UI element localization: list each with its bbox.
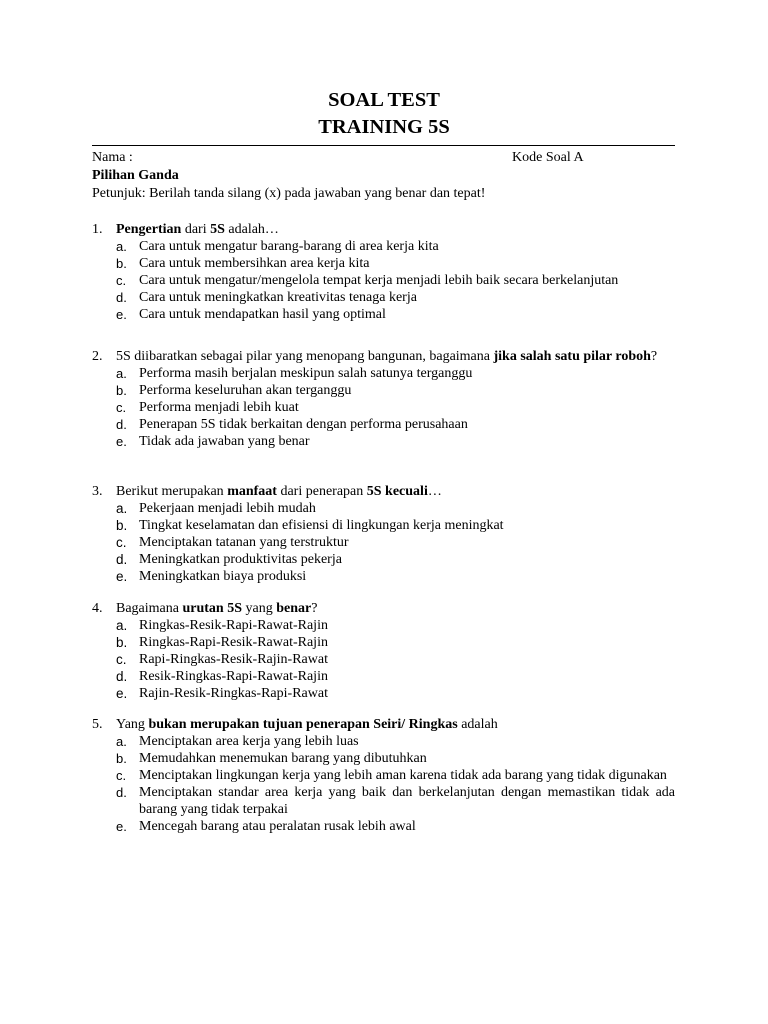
option-text: Menciptakan tatanan yang terstruktur <box>139 535 349 550</box>
option-letter: d. <box>116 552 128 567</box>
question-3 <box>92 483 675 585</box>
answer-options <box>116 617 675 702</box>
option-letter: e. <box>116 569 128 584</box>
option-letter: d. <box>116 417 127 432</box>
question-5 <box>92 716 675 835</box>
instruction-text: Petunjuk: Berilah tanda silang (x) pada jawaban yang benar dan tepat! <box>92 186 486 201</box>
question-number: 1. <box>92 222 103 237</box>
option-text: Rapi-Ringkas-Resik-Rajin-Rawat <box>139 652 328 667</box>
question-text <box>116 600 675 617</box>
option-letter: b. <box>116 383 127 398</box>
question-text <box>116 221 675 238</box>
option-text: Menciptakan standar area kerja yang baik dan berkelanjutan dengan memastikan tidak ada barang yang tidak terpakai <box>139 785 675 817</box>
answer-option <box>116 784 675 818</box>
option-text: Rajin-Resik-Ringkas-Rapi-Rawat <box>139 686 328 701</box>
option-text: Performa keseluruhan akan terganggu <box>139 383 352 398</box>
option-text: Menciptakan lingkungan kerja yang lebih aman karena tidak ada barang yang tidak digunakan <box>139 768 667 783</box>
option-letter: e. <box>116 307 127 322</box>
option-letter: d. <box>116 290 127 305</box>
question-text-segment: dari penerapan <box>276 484 367 499</box>
option-letter: b. <box>116 256 127 271</box>
option-text: Cara untuk meningkatkan kreativitas tenaga kerja <box>139 290 417 305</box>
question-text-bold: 5S <box>210 222 225 237</box>
question-text <box>116 483 675 500</box>
option-letter: e. <box>116 819 127 834</box>
question-4 <box>92 600 675 702</box>
option-letter: b. <box>116 518 128 533</box>
option-text: Cara untuk membersihkan area kerja kita <box>139 256 370 271</box>
question-number: 2. <box>92 349 103 364</box>
question-text-bold: benar <box>276 601 312 616</box>
option-text: Cara untuk mendapatkan hasil yang optimal <box>139 307 386 322</box>
option-text: Pekerjaan menjadi lebih mudah <box>139 501 316 516</box>
answer-option <box>116 534 675 551</box>
question-text-segment: adalah… <box>224 222 279 237</box>
option-letter: e. <box>116 686 128 701</box>
question-text-segment: Berikut merupakan <box>116 484 228 499</box>
question-text-segment: Bagaimana <box>116 601 183 616</box>
question-text-bold: Pengertian <box>116 222 182 237</box>
option-letter: e. <box>116 434 127 449</box>
question-text-bold: manfaat <box>227 484 277 499</box>
answer-option <box>116 568 675 585</box>
answer-option <box>116 255 675 272</box>
option-letter: a. <box>116 618 128 633</box>
question-text-bold: bukan merupakan tujuan penerapan Seiri/ Ringkas <box>148 717 458 732</box>
answer-option <box>116 416 675 433</box>
answer-option <box>116 306 675 323</box>
question-text-bold: urutan 5S <box>182 601 243 616</box>
question-text-bold: jika salah satu pilar roboh <box>493 349 651 364</box>
option-text: Ringkas-Rapi-Resik-Rawat-Rajin <box>139 635 328 650</box>
option-letter: c. <box>116 768 127 783</box>
option-text: Meningkatkan produktivitas pekerja <box>139 552 342 567</box>
answer-option <box>116 634 675 651</box>
option-text: Resik-Ringkas-Rapi-Rawat-Rajin <box>139 669 328 684</box>
option-text: Meningkatkan biaya produksi <box>139 569 307 584</box>
question-2 <box>92 348 675 450</box>
answer-options <box>116 500 675 585</box>
section-title: Pilihan Ganda <box>92 168 179 183</box>
option-letter: b. <box>116 751 127 766</box>
option-letter: b. <box>116 635 128 650</box>
question-text-bold: 5S kecuali <box>366 484 428 499</box>
option-letter: c. <box>116 273 127 288</box>
answer-options <box>116 365 675 450</box>
question-text <box>116 348 675 365</box>
answer-option <box>116 617 675 634</box>
question-text-segment: ? <box>311 601 318 616</box>
option-text: Tidak ada jawaban yang benar <box>139 434 310 449</box>
option-text: Cara untuk mengatur/mengelola tempat kerja menjadi lebih baik secara berkelanjutan <box>139 273 619 288</box>
question-text-segment: ? <box>650 349 658 364</box>
title-line-1: SOAL TEST <box>328 89 440 111</box>
answer-option <box>116 651 675 668</box>
question-number: 3. <box>92 484 103 499</box>
option-text: Mencegah barang atau peralatan rusak lebih awal <box>139 819 416 834</box>
option-letter: c. <box>116 535 127 550</box>
option-text: Cara untuk mengatur barang-barang di area kerja kita <box>139 239 439 254</box>
question-text-segment: … <box>427 484 442 499</box>
question-text-segment: adalah <box>457 717 498 732</box>
answer-option <box>116 750 675 767</box>
option-text: Memudahkan menemukan barang yang dibutuhkan <box>139 751 427 766</box>
option-text: Performa menjadi lebih kuat <box>139 400 299 415</box>
question-text-segment: dari <box>181 222 211 237</box>
option-letter: d. <box>116 785 127 800</box>
question-text-segment: 5S diibaratkan sebagai pilar yang menopang bangunan, bagaimana <box>116 349 494 364</box>
header-divider <box>92 145 675 146</box>
answer-option <box>116 382 675 399</box>
option-letter: c. <box>116 652 127 667</box>
answer-option <box>116 399 675 416</box>
answer-option <box>116 238 675 255</box>
question-text-segment: Yang <box>116 717 149 732</box>
answer-option <box>116 668 675 685</box>
answer-option <box>116 365 675 382</box>
option-letter: d. <box>116 669 128 684</box>
option-letter: a. <box>116 501 128 516</box>
exam-code-label: Kode Soal A <box>512 150 584 165</box>
answer-options <box>116 733 675 835</box>
option-text: Menciptakan area kerja yang lebih luas <box>139 734 359 749</box>
option-text: Tingkat keselamatan dan efisiensi di lingkungan kerja meningkat <box>139 518 504 533</box>
option-text: Performa masih berjalan meskipun salah satunya terganggu <box>139 366 473 381</box>
answer-option <box>116 500 675 517</box>
name-label: Nama : <box>92 150 133 165</box>
answer-option <box>116 685 675 702</box>
option-letter: a. <box>116 734 127 749</box>
question-text <box>116 716 675 733</box>
answer-option <box>116 551 675 568</box>
question-number: 4. <box>92 601 103 616</box>
option-letter: a. <box>116 239 127 254</box>
answer-option <box>116 433 675 450</box>
answer-option <box>116 733 675 750</box>
answer-option <box>116 767 675 784</box>
question-text-segment: yang <box>242 601 277 616</box>
question-number: 5. <box>92 717 103 732</box>
title-line-2: TRAINING 5S <box>318 116 450 138</box>
option-letter: c. <box>116 400 127 415</box>
answer-options <box>116 238 675 323</box>
answer-option <box>116 517 675 534</box>
question-1 <box>92 221 675 323</box>
answer-option <box>116 272 675 289</box>
option-text: Ringkas-Resik-Rapi-Rawat-Rajin <box>139 618 328 633</box>
option-letter: a. <box>116 366 127 381</box>
answer-option <box>116 818 675 835</box>
answer-option <box>116 289 675 306</box>
option-text: Penerapan 5S tidak berkaitan dengan performa perusahaan <box>139 417 468 432</box>
